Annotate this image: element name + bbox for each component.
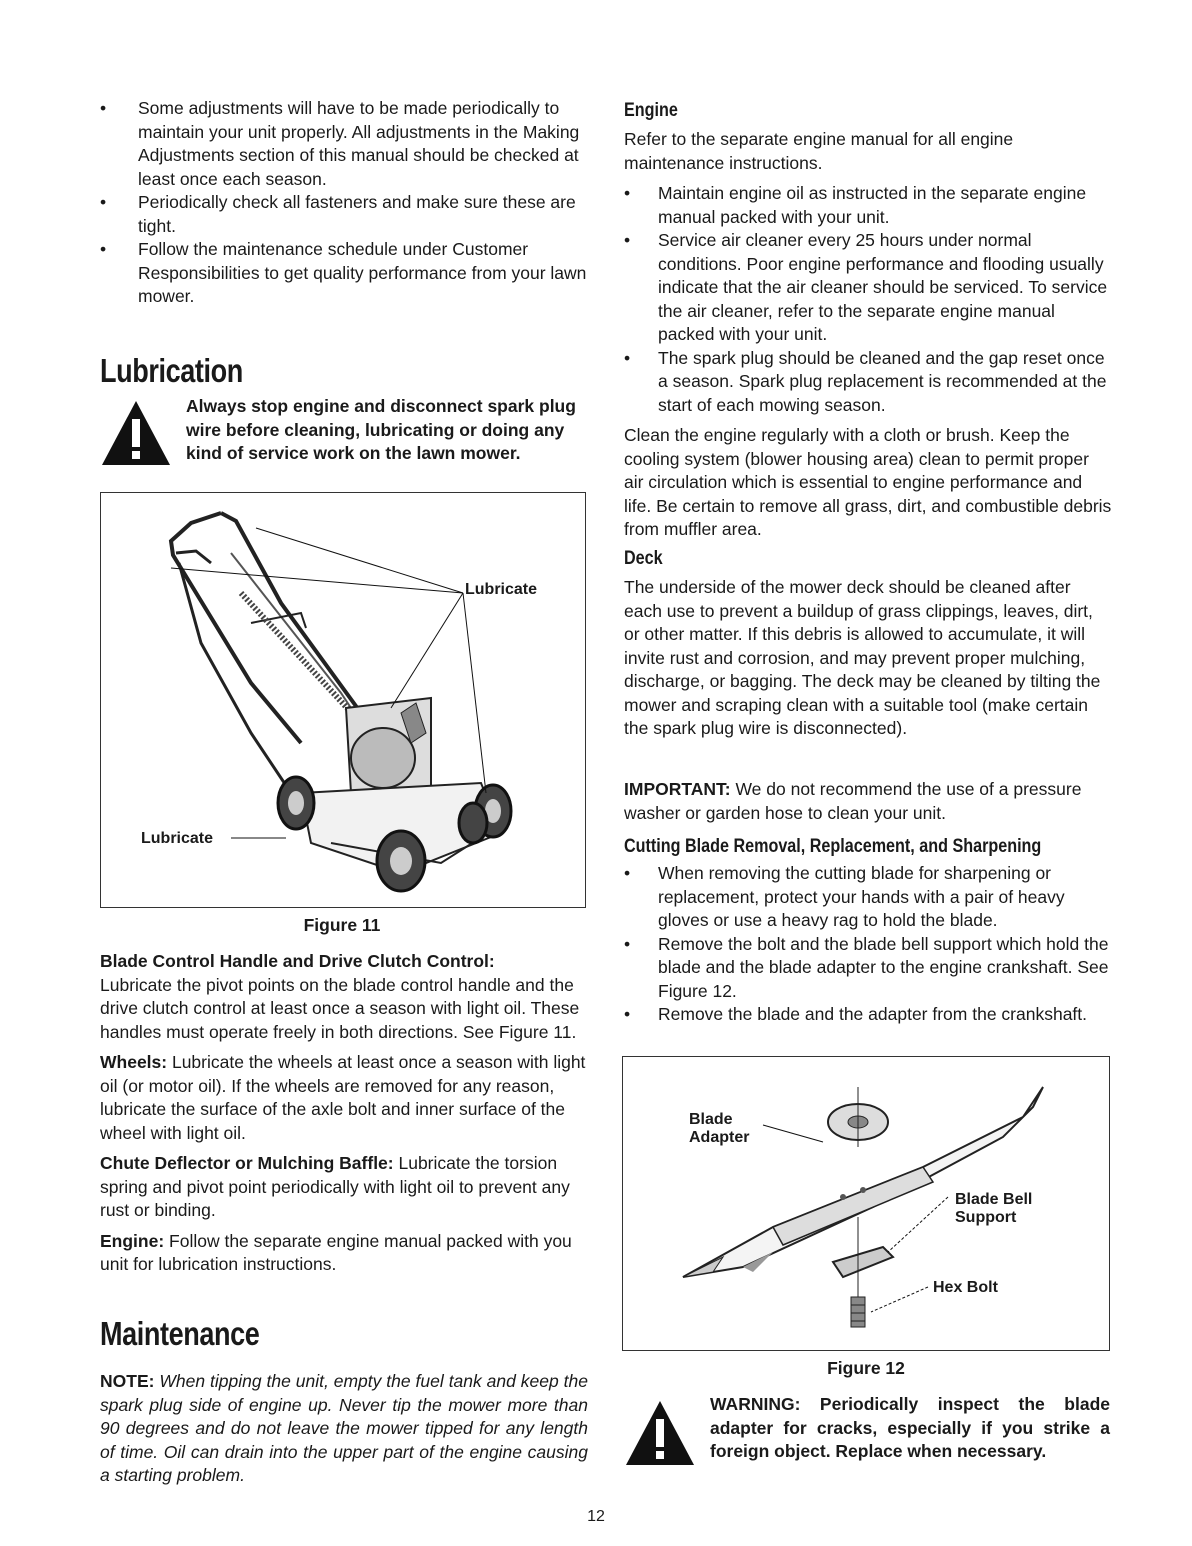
figure-11-label-bottom: Lubricate xyxy=(141,830,214,847)
important-paragraph: IMPORTANT: We do not recommend the use of a pressure washer or garden hose to clean your unit. xyxy=(624,779,1082,823)
figure-11 xyxy=(100,492,586,908)
blade-control-paragraph: Blade Control Handle and Drive Clutch Control: Lubricate the pivot points on the blade control handle and the drive clutch control at least once a season with light oil. These handles must operate freely in both directions. See Figure 11. xyxy=(100,951,580,1042)
list-item: • Some adjustments will have to be made periodically to maintain your unit properly. All adjustments in the Making Adjustments section of this manual should be checked at least once each season. xyxy=(100,97,588,191)
warning-triangle-icon xyxy=(100,399,172,467)
engine-bullet-list xyxy=(624,182,1112,417)
blade-warning: WARNING: Periodically inspect the blade adapter for cracks, especially if you strike a foreign object. Replace when necessary. xyxy=(624,1393,1112,1467)
list-item: • The spark plug should be cleaned and the gap reset once a season. Spark plug replacement is recommended at the start of each mowing season. xyxy=(624,347,1112,418)
deck-paragraph: The underside of the mower deck should be cleaned after each use to prevent a buildup of grass clippings, leaves, dirt, or other matter. If this debris is allowed to accumulate, it will invite rust and corrosion, and may prevent proper mulching, discharge, or bagging. The deck may be cleaned by tilting the mower and scraping clean with a suitable tool (make certain the spark plug wire is disconnected). xyxy=(624,577,1101,738)
intro-bullet-list xyxy=(100,97,588,309)
figure-12-caption: Figure 12 xyxy=(827,1358,905,1378)
note-paragraph: NOTE: When tipping the unit, empty the fuel tank and keep the spark plug side of engine up. Never tip the mower more than 90 degrees and do not leave the mower tipped for any length of time. Oil can drain into the upper part of the engine causing a starting problem. xyxy=(100,1371,588,1485)
blade-illustration xyxy=(623,1057,1109,1350)
chute-paragraph: Chute Deflector or Mulching Baffle: Lubricate the torsion spring and pivot point periodically with light oil to prevent any rust or binding. xyxy=(100,1153,570,1220)
figure-12-label-adapter-2: Adapter xyxy=(689,1129,750,1146)
engine-lubrication-paragraph: Engine: Follow the separate engine manual packed with you unit for lubrication instructions. xyxy=(100,1230,572,1274)
list-item: • Periodically check all fasteners and make sure these are tight. xyxy=(100,191,588,238)
figure-11-label-top: Lubricate xyxy=(465,581,538,598)
figure-12-label-bolt: Hex Bolt xyxy=(933,1279,998,1296)
figure-12 xyxy=(622,1056,1110,1351)
deck-heading: Deck xyxy=(624,548,663,569)
lubrication-details xyxy=(100,950,588,1277)
figure-12-label-bell-1: Blade Bell xyxy=(955,1191,1033,1208)
lubrication-warning: Always stop engine and disconnect spark plug wire before cleaning, lubricating or doing any kind of service work on the lawn mower. xyxy=(100,395,588,467)
blade-bullet-list xyxy=(624,862,1112,1027)
list-item: • Maintain engine oil as instructed in the separate engine manual packed with your unit. xyxy=(624,182,1112,229)
list-item: • When removing the cutting blade for sharpening or replacement, protect your hands with a pair of heavy gloves or use a heavy rag to hold the blade. xyxy=(624,862,1112,933)
engine-intro: Refer to the separate engine manual for all engine maintenance instructions. xyxy=(624,129,1014,173)
wheels-paragraph: Wheels: Lubricate the wheels at least once a season with light oil (or motor oil). If the wheels are removed for any reason, lubricate the surface of the axle bolt and inner surface of the wheel with light oil. xyxy=(100,1052,586,1143)
figure-11-caption: Figure 11 xyxy=(303,915,381,935)
blade-heading: Cutting Blade Removal, Replacement, and Sharpening xyxy=(624,836,1042,857)
figure-12-label-adapter-1: Blade xyxy=(689,1111,733,1128)
figure-12-label-bell-2: Support xyxy=(955,1209,1017,1226)
engine-clean-paragraph: Clean the engine regularly with a cloth or brush. Keep the cooling system (blower housing area) clean to permit proper air circulation which is essential to engine performance and life. Be certain to remove all grass, dirt, and combustible debris from muffler area. xyxy=(624,425,1112,539)
list-item: • Remove the blade and the adapter from the crankshaft. xyxy=(624,1003,1112,1027)
list-item: • Follow the maintenance schedule under Customer Responsibilities to get quality performance from your lawn mower. xyxy=(100,238,588,309)
lubrication-heading: Lubrication xyxy=(100,352,243,389)
page-number: 12 xyxy=(587,1508,605,1525)
maintenance-heading: Maintenance xyxy=(100,1315,260,1352)
list-item: • Service air cleaner every 25 hours under normal conditions. Poor engine performance and flooding usually indicate that the air cleaner should be serviced. To service the air cleaner, refer to the separate engine manual packed with your unit. xyxy=(624,229,1112,347)
engine-heading: Engine xyxy=(624,100,678,121)
warning-triangle-icon xyxy=(624,1399,696,1467)
list-item: • Remove the bolt and the blade bell support which hold the blade and the blade adapter to the engine crankshaft. See Figure 12. xyxy=(624,933,1112,1004)
